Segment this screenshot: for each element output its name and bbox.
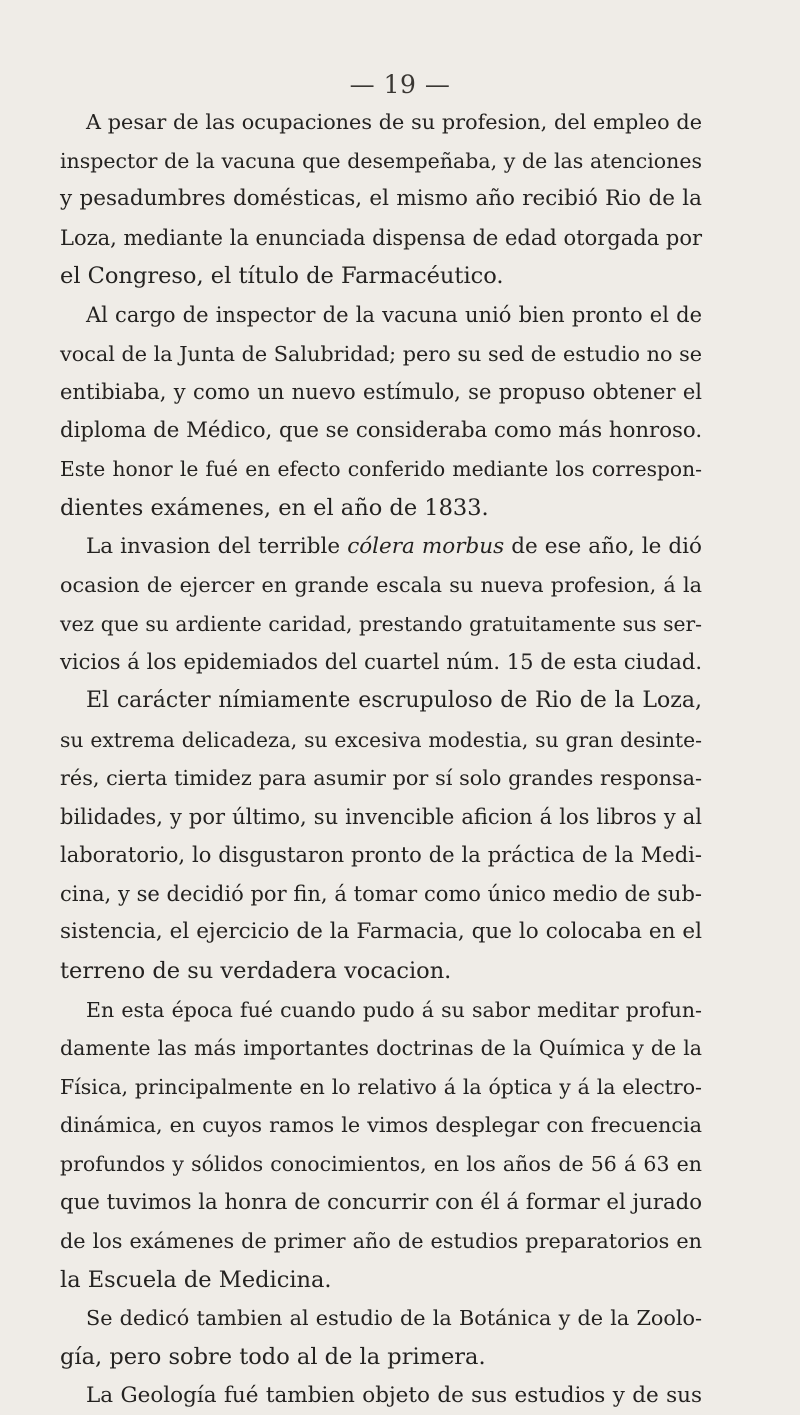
text-line: bilidades, y por último, su invencible aficion á los libros y al — [60, 804, 702, 829]
text-line: vocal de la Junta de Salubridad; pero su sed de estudio no se — [60, 341, 702, 366]
text-line: dientes exámenes, en el año de 1833. — [60, 494, 489, 521]
text-line: ocasion de ejercer en grande escala su nueva profesion, á la — [60, 573, 702, 598]
text-line: sistencia, el ejercicio de la Farmacia, que lo colocaba en el — [60, 919, 702, 945]
text-line: diploma de Médico, que se consideraba como más honroso. — [60, 417, 703, 443]
italic-term: cólera morbus — [347, 533, 505, 559]
text-segment: de ese año, le dió — [504, 533, 702, 559]
text-line: y pesadumbres domésticas, el mismo año recibió Rio de la — [60, 186, 702, 212]
text-line: profundos y sólidos conocimientos, en los años de 56 á 63 en — [60, 1152, 702, 1177]
text-line: A pesar de las ocupaciones de su profesion, del empleo de — [86, 110, 702, 134]
text-line: Este honor le fué en efecto conferido mediante los correspon- — [60, 457, 702, 482]
text-line: laboratorio, lo disgustaron pronto de la práctica de la Medi- — [60, 843, 702, 868]
text-line: su extrema delicadeza, su excesiva modestia, su gran desinte- — [60, 727, 702, 752]
text-line: dinámica, en cuyos ramos le vimos desplegar con frecuencia — [60, 1113, 702, 1138]
text-line: gía, pero sobre todo al de la primera. — [60, 1344, 486, 1370]
text-line: Al cargo de inspector de la vacuna unió bien pronto el de — [86, 302, 702, 327]
text-line: cina, y se decidió por fin, á tomar como único medio de sub- — [60, 881, 702, 906]
text-line — [60, 528, 702, 567]
text-line: Se dedicó tambien al estudio de la Botánica y de la Zoolo- — [86, 1306, 702, 1331]
text-line: el Congreso, el título de Farmacéutico. — [60, 263, 504, 290]
text-line: Loza, mediante la enunciada dispensa de edad otorgada por — [60, 225, 703, 250]
text-line: rés, cierta timidez para asumir por sí solo grandes responsa- — [60, 766, 702, 791]
body-text — [60, 103, 702, 1415]
text-line: vicios á los epidemiados del cuartel núm. 15 de esta ciudad. — [60, 650, 702, 675]
text-line: Física, principalmente en lo relativo á la óptica y á la electro- — [60, 1074, 702, 1099]
text-segment: La invasion del terrible — [86, 533, 348, 559]
text-line: La Geología fué tambien objeto de sus estudios y de sus — [86, 1382, 702, 1408]
text-line: vez que su ardiente caridad, prestando gratuitamente sus ser- — [60, 611, 702, 636]
text-line: terreno de su verdadera vocacion. — [60, 958, 452, 985]
text-line: El carácter nímiamente escrupuloso de Rio de la Loza, — [86, 687, 702, 713]
text-line: En esta época fué cuando pudo á su sabor meditar profun- — [86, 997, 702, 1022]
text-line: que tuvimos la honra de concurrir con él á formar el jurado — [60, 1189, 703, 1215]
page-number: — 19 — — [349, 70, 451, 99]
text-line: de los exámenes de primer año de estudios preparatorios en — [60, 1229, 702, 1254]
text-line: la Escuela de Medicina. — [60, 1266, 332, 1293]
text-line: inspector de la vacuna que desempeñaba, y de las atenciones — [60, 148, 702, 173]
text-line: damente las más importantes doctrinas de la Química y de la — [60, 1036, 702, 1061]
text-line: entibiaba, y como un nuevo estímulo, se propuso obtener el — [60, 380, 702, 405]
